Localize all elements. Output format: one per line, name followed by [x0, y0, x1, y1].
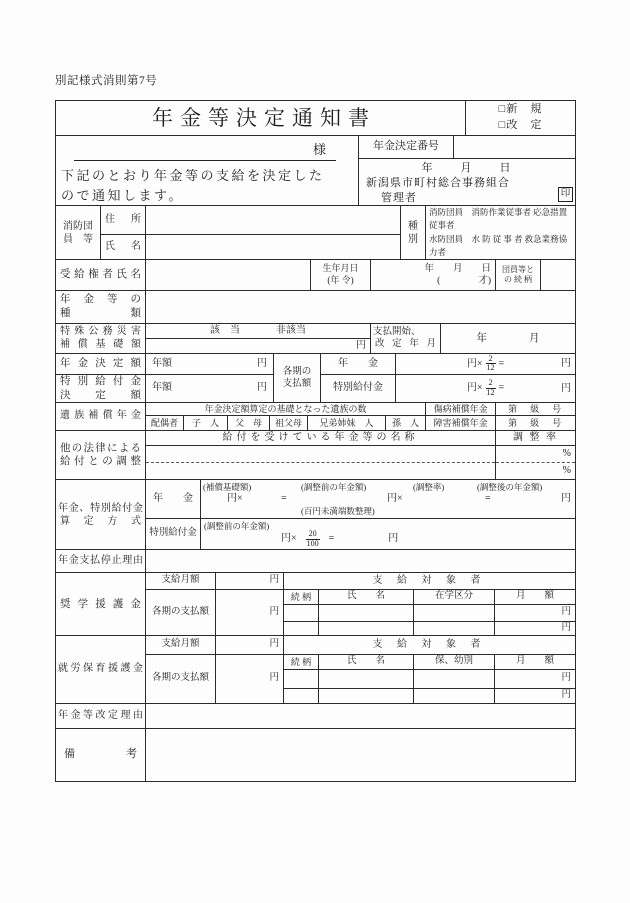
section-pension-type — [55, 290, 576, 324]
calc-method-label — [56, 480, 146, 550]
notice-line-1: 下記のとおり年金等の支給を決定した — [61, 168, 325, 184]
recipient-label: 受給権者氏名 — [56, 259, 146, 290]
calc-special-label: 特別給付金 — [146, 519, 201, 550]
adjustment-rate-percent-2: % — [496, 463, 576, 480]
section-scholarship — [55, 572, 576, 636]
birth-value-line1: 年 月 日 — [424, 263, 491, 274]
issuer-cell — [359, 159, 576, 206]
remarks-label — [56, 729, 146, 782]
issuer-org: 新潟県市町村総合事務組合 — [366, 176, 510, 189]
special-annual-cell — [146, 374, 274, 402]
annual-label: 年額 — [152, 357, 172, 369]
section-survivor — [55, 402, 576, 431]
yen-times-1: 円× — [227, 493, 243, 505]
notice-line-2: ので通知します。 — [61, 187, 184, 203]
birth-value-line2: ( 才) — [437, 275, 491, 286]
type-options-line1: 消防団員 消防作業従事者 応急措置従事者 — [429, 207, 568, 231]
notice-text — [61, 166, 358, 205]
childcare-row2-relation — [284, 689, 319, 704]
period-payment-label — [274, 353, 321, 402]
type-label — [401, 206, 426, 260]
special-grant-row-label: 特別給付金 — [321, 374, 396, 402]
special-caption-before: (調整前の年金額) — [204, 521, 270, 532]
scholarship-row2-relation — [284, 622, 319, 636]
yen-times-2: 円× — [387, 493, 403, 505]
fraction-numerator: 2 — [486, 355, 496, 365]
equals-1: = — [281, 493, 287, 505]
childcare-row2-yen: 円 — [495, 689, 576, 704]
scholarship-row2-yen: 円 — [495, 622, 576, 636]
survivor-cell-grandparents: 祖父母 — [270, 416, 308, 431]
survivor-cell-siblings: 兄弟姉妹 人 — [308, 416, 386, 431]
address-value-cell — [146, 206, 401, 235]
name-label: 氏 名 — [101, 235, 146, 260]
col-month-amount: 月 額 — [495, 590, 576, 605]
pension-decision-label: 年 金 決 定 額 — [56, 353, 146, 374]
section-special-duty — [55, 323, 576, 354]
revision-value-cell — [146, 704, 576, 729]
survivor-cell-parents: 父 母 — [228, 416, 270, 431]
status-checkboxes — [466, 101, 576, 136]
special-grant-decision-label — [56, 374, 146, 402]
scholarship-monthly-yen: 円 — [216, 573, 284, 590]
payment-start-value: 年 月 — [441, 323, 576, 353]
other-pension-name-cell-2 — [146, 463, 496, 480]
scholarship-period-yen: 円 — [216, 590, 284, 636]
special-duty-label-line1: 特殊公務災害 — [60, 326, 141, 338]
applicable-cell — [146, 323, 371, 338]
page-title: 年金等決定通知書 — [56, 101, 466, 136]
childcare-row2-category — [414, 689, 495, 704]
col-care-category: 保、幼別 — [414, 655, 495, 670]
childcare-target-header: 支 給 対 象 者 — [284, 636, 576, 655]
section-adjustment — [55, 430, 576, 480]
special-yen-times: 円× — [281, 533, 297, 545]
childcare-monthly-yen: 円 — [216, 636, 284, 655]
adjustment-label-line2: 給付との調整 — [60, 456, 141, 468]
payment-start-label-line1: 支払開始、 — [373, 327, 421, 338]
not-applicable-option: 非該当 — [276, 324, 306, 336]
adjustment-rate-percent-1: % — [496, 446, 576, 463]
checkbox-revised: □改 定 — [498, 119, 543, 131]
pension-type-label-line2: 種 類 — [60, 307, 141, 319]
addressee-name-line — [74, 142, 336, 161]
section-recipient — [55, 259, 576, 291]
calc-method-label-line2: 算 定 方 式 — [60, 515, 141, 527]
section-addressee-issuer — [55, 135, 576, 206]
base-amount-yen: 円 — [146, 338, 371, 353]
col-relation: 続 柄 — [284, 590, 319, 605]
childcare-row2-name — [319, 689, 414, 704]
pension-type-value-cell — [146, 290, 576, 323]
childcare-row1-yen: 円 — [495, 670, 576, 689]
section-decision-amounts — [55, 353, 576, 403]
adjustment-label — [56, 431, 146, 480]
payment-start-label — [371, 323, 441, 353]
period-label-line2: 支払額 — [282, 379, 312, 390]
birth-value-cell — [371, 259, 496, 290]
payment-start-label-line2: 改 定 年 月 — [375, 339, 436, 350]
birth-label-line2: (年 令) — [327, 274, 354, 285]
form-sheet — [55, 100, 575, 782]
period-label-line1: 各期の — [282, 366, 312, 377]
caption-before: (調整前の年金額) — [301, 482, 367, 493]
section-remarks — [55, 728, 576, 782]
annual-label: 年額 — [152, 382, 172, 394]
special-equals: = — [328, 533, 335, 545]
section-title — [55, 100, 576, 136]
annual-yen: 円 — [257, 382, 267, 394]
fraction-numerator: 20 — [306, 530, 320, 540]
caption-basis: (補償基礎額) — [203, 482, 252, 493]
annual-yen: 円 — [257, 357, 267, 369]
form-number: 別記様式消則第7号 — [55, 75, 158, 87]
caption-after: (調整後の年金額) — [477, 482, 543, 493]
address-label: 住 所 — [101, 206, 146, 235]
calc-special-formula-cell — [201, 519, 576, 550]
pension-row-label: 年 金 — [321, 353, 396, 374]
result-yen: 円 — [561, 382, 571, 394]
result-yen: 円 — [561, 357, 571, 369]
member-label — [56, 206, 101, 260]
issuer-manager: 管理者 — [381, 191, 417, 204]
childcare-row1-relation — [284, 670, 319, 689]
checkbox-new: □新 規 — [498, 103, 543, 116]
col-month-amount: 月 額 — [495, 655, 576, 670]
calc-pension-label: 年 金 — [146, 480, 201, 519]
sama-suffix: 様 — [312, 142, 326, 157]
childcare-monthly-label: 支給月額 — [146, 636, 216, 655]
caption-rate: (調整率) — [413, 482, 445, 493]
scholarship-row2-category — [414, 622, 495, 636]
fraction-2-12 — [486, 379, 496, 398]
fraction-denominator: 100 — [306, 539, 319, 549]
name-value-cell — [146, 235, 401, 260]
calc-pension-formula-cell — [201, 480, 576, 519]
yen-times: 円× — [466, 358, 483, 370]
yen-times: 円× — [466, 382, 483, 394]
section-member — [55, 205, 576, 260]
special-grant-label-line1: 特 別 給 付 金 — [60, 375, 141, 387]
relation-label-line2: の 続 柄 — [504, 274, 532, 284]
birth-label — [311, 259, 371, 290]
member-label-line2: 員 等 — [63, 233, 93, 245]
type-options — [426, 206, 576, 260]
pension-formula-cell — [396, 353, 576, 374]
childcare-period-yen: 円 — [216, 655, 284, 704]
special-formula-cell — [396, 374, 576, 402]
issue-date-line: 年 月 日 — [421, 162, 513, 174]
result-yen: 円 — [561, 493, 571, 505]
childcare-row1-name — [319, 670, 414, 689]
relation-label-line1: 団員等と — [502, 264, 534, 274]
sickness-pension-label: 傷病補償年金 — [426, 403, 496, 416]
remarks-label-right: 考 — [126, 748, 137, 761]
scholarship-row2-name — [319, 622, 414, 636]
other-pension-name-header: 給付を受けている年金等の名称 — [146, 431, 496, 446]
relation-value-cell — [541, 259, 576, 290]
survivor-cell-spouse: 配偶者 — [146, 416, 184, 431]
type-label-line1: 種 — [408, 220, 418, 232]
recipient-name-cell — [146, 259, 311, 290]
col-school-category: 在学区分 — [414, 590, 495, 605]
remarks-label-left: 備 — [64, 748, 75, 761]
member-label-line1: 消防団 — [63, 220, 93, 232]
relation-label — [496, 259, 541, 290]
adjustment-label-line1: 他の法律による — [60, 442, 141, 454]
fraction-numerator: 2 — [486, 379, 496, 389]
scholarship-target-header: 支 給 対 象 者 — [284, 573, 576, 590]
section-childcare — [55, 635, 576, 704]
col-name: 氏 名 — [319, 655, 414, 670]
equals-2: = — [485, 493, 491, 505]
adjustment-rate-header: 調 整 率 — [496, 431, 576, 446]
scholarship-label: 奨 学 援 護 金 — [56, 573, 146, 636]
special-duty-label — [56, 323, 146, 353]
pension-type-label — [56, 290, 146, 323]
type-options-line2: 水防団員 水 防 従 事 者 救急業務協力者 — [429, 233, 568, 257]
equals-sign: = — [498, 382, 505, 394]
childcare-label: 就労保育援護金 — [56, 636, 146, 704]
type-label-line2: 別 — [408, 233, 418, 245]
section-suspension — [55, 549, 576, 573]
scholarship-row1-category — [414, 605, 495, 622]
fraction-2-12 — [486, 355, 496, 374]
birth-label-line1: 生年月日 — [322, 263, 359, 274]
childcare-period-label: 各期の支払額 — [146, 655, 216, 704]
decision-number-label: 年金決定番号 — [359, 136, 454, 159]
scholarship-period-label: 各期の支払額 — [146, 590, 216, 636]
suspension-value-cell — [146, 550, 576, 573]
special-result-yen: 円 — [388, 533, 399, 545]
section-revision — [55, 703, 576, 729]
scholarship-row1-name — [319, 605, 414, 622]
fraction-denominator: 12 — [486, 388, 495, 398]
scholarship-monthly-label: 支給月額 — [146, 573, 216, 590]
survivor-label: 遺族補償年金 — [56, 403, 146, 431]
scholarship-row1-yen: 円 — [495, 605, 576, 622]
other-pension-name-cell-1 — [146, 446, 496, 463]
decision-number-value-cell — [454, 136, 576, 159]
remarks-value-cell — [146, 729, 576, 782]
suspension-label: 年金支払停止理由 — [56, 550, 146, 573]
disability-pension-label: 障害補償年金 — [426, 416, 496, 431]
col-name: 氏 名 — [319, 590, 414, 605]
calc-method-label-line1: 年金、特別給付金 — [58, 502, 143, 514]
section-calc-method — [55, 479, 576, 550]
survivor-cell-children: 子 人 — [184, 416, 228, 431]
special-duty-label-line2: 補 償 基 礎 額 — [60, 339, 141, 351]
sickness-grade: 第 級 号 — [496, 403, 576, 416]
revision-label: 年金等改定理由 — [56, 704, 146, 729]
scholarship-row1-relation — [284, 605, 319, 622]
disability-grade: 第 級 号 — [496, 416, 576, 431]
fraction-denominator: 12 — [486, 363, 495, 373]
equals-sign: = — [498, 358, 505, 370]
pension-annual-cell — [146, 353, 274, 374]
pension-type-label-line1: 年 金 等 の — [60, 294, 141, 306]
special-grant-label-line2: 決 定 額 — [60, 389, 141, 401]
childcare-row1-category — [414, 670, 495, 689]
fraction-20-100 — [306, 530, 320, 549]
applicable-option: 該 当 — [210, 324, 240, 336]
col-relation: 続 柄 — [284, 655, 319, 670]
rounding-note: (百円未満端数整理) — [301, 506, 375, 517]
addressee-cell — [56, 136, 359, 206]
survivor-basis-header: 年金決定額算定の基礎となった遺族の数 — [146, 403, 426, 416]
seal-mark: 印 — [558, 187, 573, 202]
survivor-cell-grandchildren: 孫 人 — [386, 416, 426, 431]
